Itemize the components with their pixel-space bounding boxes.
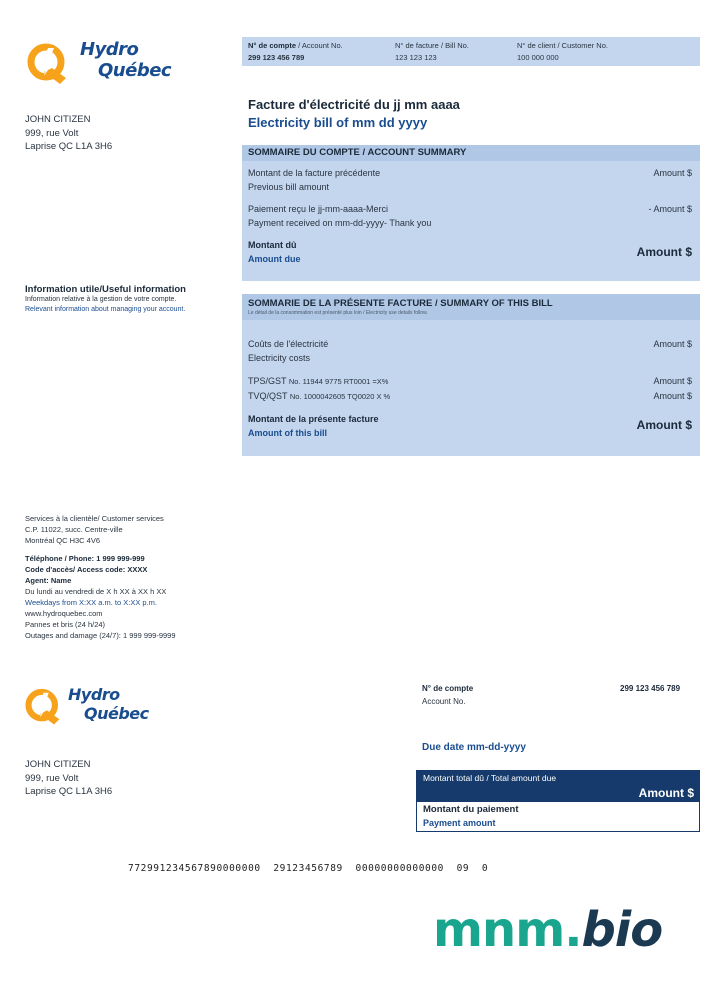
- electricity-costs-amount: Amount $: [653, 339, 692, 349]
- previous-bill-amount: Amount $: [653, 168, 692, 178]
- logo-text-hydro: Hydro: [68, 685, 120, 704]
- electricity-costs-row: [248, 337, 692, 365]
- bill-summary-subheading: Le détail de la consommation est présenté plus loin / Electricity use details follow.: [248, 310, 428, 316]
- hydro-quebec-logo: [26, 38, 196, 88]
- customer-name: JOHN CITIZEN: [25, 114, 91, 125]
- services-line2: C.P. 11022, succ. Centre-ville: [25, 525, 123, 534]
- account-number-value: 299 123 456 789: [248, 53, 305, 62]
- account-summary-heading: SOMMAIRE DU COMPTE / ACCOUNT SUMMARY: [242, 145, 700, 161]
- due-date: Due date mm-dd-yyyy: [422, 742, 526, 753]
- payment-received-fr: Paiement reçu le jj-mm-aaaa-Merci: [248, 204, 389, 214]
- brand-part-mnm: mnm.: [433, 902, 582, 958]
- remittance-account-label-fr: N° de compte: [422, 684, 474, 693]
- customer-services: [25, 513, 176, 641]
- services-phone: Téléphone / Phone: 1 999 999-999: [25, 554, 145, 563]
- payment-received-row: [248, 202, 692, 230]
- previous-bill-row: [248, 166, 692, 194]
- bill-title-fr: Facture d'électricité du jj mm aaaa: [248, 97, 460, 112]
- bill-number-col: [395, 40, 469, 64]
- customer-city: Laprise QC L1A 3H6: [25, 141, 113, 152]
- hydro-quebec-q-logo-icon: [24, 684, 70, 728]
- gst-row: [248, 374, 692, 389]
- services-line1: Services à la clientèle/ Customer services: [25, 514, 164, 523]
- hydro-quebec-logo-remittance: [24, 684, 174, 728]
- previous-bill-en: Previous bill amount: [248, 182, 330, 192]
- gst-number: No. 11944 9775 RT0001 =X%: [288, 377, 389, 386]
- amount-due-value: Amount $: [636, 245, 692, 259]
- services-outage-fr: Pannes et bris (24 h/24): [25, 620, 106, 629]
- bill-total-value: Amount $: [636, 418, 692, 432]
- gst-amount: Amount $: [653, 376, 692, 386]
- customer-street: 999, rue Volt: [25, 127, 79, 139]
- payment-received-amount: - Amount $: [648, 204, 692, 214]
- bill-summary-box: [242, 294, 700, 456]
- services-line3: Montréal QC H3C 4V6: [25, 536, 101, 545]
- remittance-account-label-en: Account No.: [422, 697, 466, 706]
- hydro-quebec-q-logo-icon: [26, 38, 78, 88]
- client-number-col: [517, 40, 608, 64]
- bill-total-row: [248, 412, 692, 440]
- amount-due-fr: Montant dû: [248, 240, 297, 250]
- qst-number: No. 1000042605 TQ0020 X %: [289, 392, 391, 401]
- client-number-value: 100 000 000: [517, 53, 559, 62]
- logo-text-hydro: Hydro: [80, 39, 139, 60]
- services-agent: Agent: Name: [25, 576, 72, 585]
- payment-amount-label-en: Payment amount: [423, 818, 496, 828]
- qst-label: TVQ/QST: [248, 391, 288, 401]
- electricity-costs-en: Electricity costs: [248, 353, 311, 363]
- payment-amount-box[interactable]: [416, 802, 700, 832]
- total-amount-due-box: [416, 770, 700, 802]
- gst-label: TPS/GST: [248, 376, 287, 386]
- useful-information-title: Information utile/Useful information: [25, 284, 186, 295]
- account-strip: [242, 37, 700, 66]
- logo-text-quebec: Québec: [98, 60, 172, 81]
- customer-street: 999, rue Volt: [25, 772, 79, 784]
- remittance-account-value: 299 123 456 789: [620, 684, 681, 693]
- amount-due-en: Amount due: [248, 254, 301, 264]
- bill-summary-heading: SOMMARIE DE LA PRÉSENTE FACTURE / SUMMARY OF THIS BILL: [248, 298, 553, 309]
- useful-information-fr: Information relative à la gestion de votre compte.: [25, 296, 177, 303]
- services-hours-fr: Du lundi au vendredi de X h XX à XX h XX: [25, 587, 167, 596]
- customer-city: Laprise QC L1A 3H6: [25, 786, 113, 797]
- payment-received-en: Payment received on mm-dd-yyyy- Thank you: [248, 218, 432, 228]
- bill-number-label: N° de facture / Bill No.: [395, 41, 469, 50]
- total-amount-due-value: Amount $: [638, 786, 694, 800]
- bill-title-en: Electricity bill of mm dd yyyy: [248, 115, 428, 130]
- bill-total-en: Amount of this bill: [248, 428, 327, 438]
- remittance-customer-address: [25, 758, 112, 799]
- electricity-costs-fr: Coûts de l'électricité: [248, 339, 329, 349]
- account-number-col: [248, 40, 343, 64]
- services-website: www.hydroquebec.com: [25, 609, 103, 618]
- client-number-label: N° de client / Customer No.: [517, 41, 608, 50]
- payment-amount-label-fr: Montant du paiement: [423, 804, 519, 815]
- account-summary-box: [242, 145, 700, 281]
- total-amount-due-label: Montant total dû / Total amount due: [423, 773, 557, 783]
- amount-due-row: [248, 238, 692, 266]
- useful-information: [25, 284, 237, 315]
- customer-name: JOHN CITIZEN: [25, 759, 91, 770]
- brand-part-bio: bio: [581, 902, 663, 958]
- account-label-en: / Account No.: [296, 41, 343, 50]
- bill-number-value: 123 123 123: [395, 53, 437, 62]
- services-outage-en: Outages and damage (24/7): 1 999 999-9999: [25, 631, 176, 640]
- qst-amount: Amount $: [653, 391, 692, 401]
- micr-code-line: 772991234567890000000 29123456789 00000000000000 09 0: [128, 863, 489, 874]
- qst-row: [248, 389, 692, 404]
- bill-summary-header: [242, 294, 700, 320]
- previous-bill-fr: Montant de la facture précédente: [248, 168, 381, 178]
- customer-address: [25, 113, 112, 154]
- logo-text-quebec: Québec: [84, 704, 149, 723]
- bill-total-fr: Montant de la présente facture: [248, 414, 379, 424]
- mnm-bio-watermark: [433, 900, 662, 960]
- services-hours-en: Weekdays from X:XX a.m. to X:XX p.m.: [25, 598, 157, 607]
- remittance-account: [422, 682, 473, 708]
- useful-information-en: Relevant information about managing your account.: [25, 306, 186, 313]
- bill-title: [248, 96, 460, 132]
- account-label-fr: N° de compte: [248, 41, 297, 50]
- services-access-code: Code d'accès/ Access code: XXXX: [25, 565, 148, 574]
